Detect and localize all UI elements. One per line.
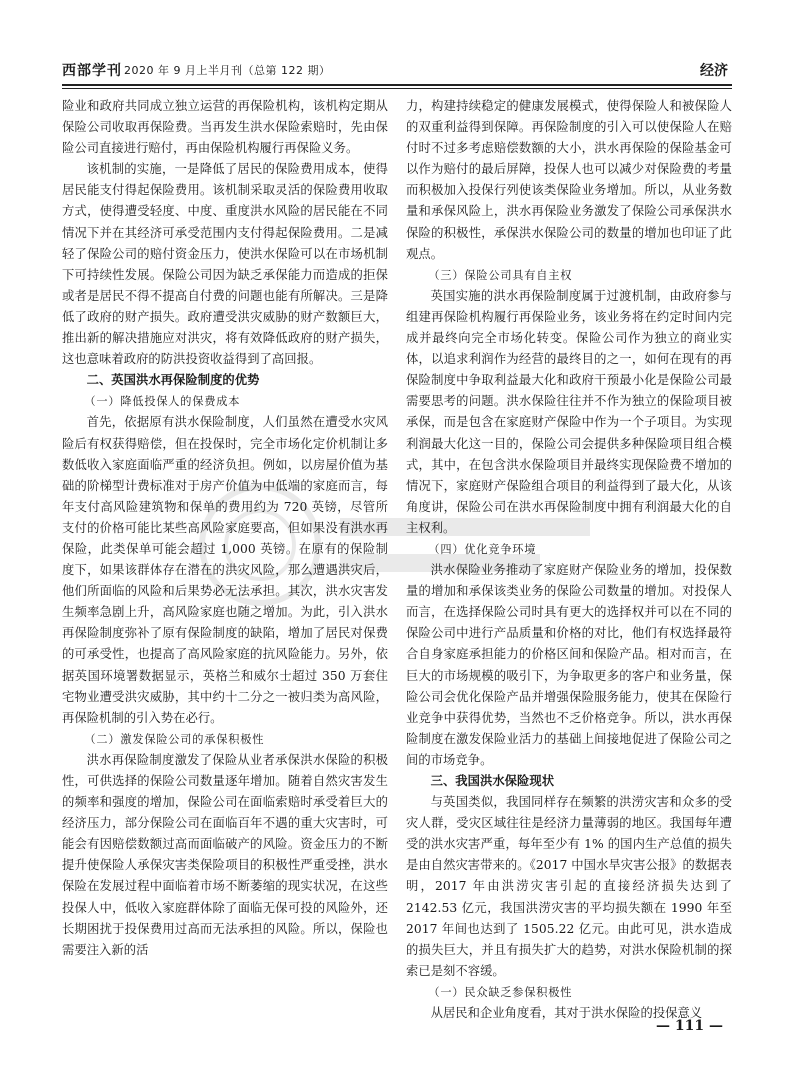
- header-rule-thin: [62, 88, 732, 89]
- section-label: 经济: [700, 63, 728, 79]
- running-header: [62, 58, 732, 82]
- paragraph: 洪水再保险制度激发了保险从业者承保洪水保险的积极性，可供选择的保险公司数量逐年增加。随着自然灾害发生的频率和强度的增加，保险公司在面临索赔时承受着巨大的经济压力，部分保险公司在面临百年不遇的重大灾害时，可能会有因赔偿数额过高而面临破产的风险。资金压力的不断提升使保险人承保灾害类保险项目的积极性严重受挫，洪水保险在发展过程中面临着市场不断萎缩的现实状况，在这些投保人中，低收入家庭群体除了面临无保可投的风险外，还长期困扰于投保费用过高而无法承担的风险。所以，保险也需要注入新的活: [62, 752, 388, 957]
- journal-name: 西部学刊: [62, 63, 122, 79]
- subsection-heading: （四）优化竞争环境: [428, 542, 537, 556]
- right-column: [406, 96, 732, 1024]
- paragraph: 首先，依据原有洪水保险制度，人们虽然在遭受水灾风险后有权获得赔偿，但在投保时，完全市场化定价机制让多数低收入家庭面临严重的经济负担。例如，以房屋价值为基础的阶梯型计费标准对于房产价值为中低端的家庭而言，每年支付高风险建筑物和保单的费用约为 720 英镑，尽管所支付的价格可能比某些高风险家庭要高，但如果没有洪水再保险，此类保单可能会超过 1,000 英镑。在原有的保险制度下，如果该群体存在潜在的洪灾风险，那么遭遇洪灾后，他们所面临的风险和后果势必无法承担。其次，洪水灾害发生频率急剧上升，高风险家庭也随之增加。为此，引入洪水再保险制度弥补了原有保险制度的缺陷，增加了居民对保费的可承受性，也提高了高风险家庭的抗风险能力。另外，依据英国环境署数据显示，英格兰和威尔士超过 350 万套住宅物业遭受洪灾威胁，其中约十二分之一被归类为高风险，再保险机制的引入势在必行。: [62, 415, 388, 725]
- subsection-heading: （一）降低投保人的保费成本: [84, 395, 241, 409]
- paragraph: 英国实施的洪水再保险制度属于过渡机制，由政府参与组建再保险机构履行再保险业务，该业务将在约定时间内完成并最终向完全市场化转变。保险公司作为独立的商业实体，以追求利润作为经营的最终目的之一，如何在现有的再保险制度中争取利益最大化和政府干预最小化是保险公司最需要思考的问题。洪水保险往往并不作为独立的保险项目被承保，而是包含在家庭财产保险中作为一个子项目。为实现利润最大化这一目的，保险公司会提供多种保险项目组合模式，其中，在包含洪水保险项目并最终实现保险费不增加的情况下，家庭财产保险组合项目的利益得到了最大化，从该角度讲，保险公司在洪水再保险制度中拥有利润最大化的自主权利。: [406, 288, 732, 535]
- paragraph: 洪水保险业务推动了家庭财产保险业务的增加，投保数量的增加和承保该类业务的保险公司数量的增加。对投保人而言，在选择保险公司时具有更大的选择权并可以在不同的保险公司中进行产品质量和价格的对比，他们有权选择最符合自身家庭承担能力的价格区间和保险产品。相对而言，在巨大的市场规模的吸引下，为争取更多的客户和业务量，保险公司会优化保险产品并增强保险服务能力，使其在保险行业竞争中获得优势，当然也不乏价格竞争。所以，洪水再保险制度在激发保险业活力的基础上间接地促进了保险公司之间的市场竞争。: [406, 563, 732, 767]
- page-number: — 111 —: [656, 1018, 723, 1034]
- subsection-heading: （三）保险公司具有自主权: [428, 268, 573, 282]
- issue-info: 2020 年 9 月上半月刊（总第 122 期）: [124, 64, 331, 77]
- paragraph: 力，构建持续稳定的健康发展模式，使得保险人和被保险人的双重利益得到保障。再保险制度的引入可以使保险人在赔付时不过多考虑赔偿数额的大小，洪水再保险的保险基金可以作为赔付的最后屏障，投保人也可以减少对保险费的考量而积极加入投保行列使该类保险业务增加。所以，从业务数量和承保风险上，洪水再保险业务激发了保险公司承保洪水保险的积极性，承保洪水保险公司的数量的增加也印证了此观点。: [406, 99, 732, 261]
- paragraph: 从居民和企业角度看，其对于洪水保险的投保意义: [430, 1006, 703, 1021]
- paragraph: 该机制的实施，一是降低了居民的保险费用成本，使得居民能支付得起保险费用。该机制采取灵活的保险费用收取方式，使得遭受轻度、中度、重度洪水风险的居民能在不同情况下并在其经济可承受范围内支付得起保险费用。二是减轻了保险公司的赔付资金压力，使洪水保险可以在市场机制下可持续性发展。保险公司因为缺乏承保能力而造成的拒保或者是居民不得不提高自付费的问题也能有所解决。三是降低了政府的财产损失。政府遭受洪灾威胁的财产数额巨大，推出新的解决措施应对洪灾，将有效降低政府的财产损失，这也意味着政府的防洪投资收益得到了高回报。: [62, 162, 388, 367]
- section-heading: 二、英国洪水再保险制度的优势: [86, 373, 260, 388]
- left-column: [62, 96, 388, 961]
- section-heading: 三、我国洪水保险现状: [430, 774, 555, 788]
- header-rule-thick: [62, 84, 732, 86]
- subsection-heading: （二）激发保险公司的承保积极性: [84, 732, 265, 746]
- subsection-heading: （一）民众缺乏参保积极性: [428, 985, 573, 999]
- paragraph: 险业和政府共同成立独立运营的再保险机构，该机构定期从保险公司收取再保险费。当再发生洪水保险索赔时，先由保险公司直接进行赔付，再由保险机构履行再保险义务。: [62, 99, 388, 156]
- paragraph: 与英国类似，我国同样存在频繁的洪涝灾害和众多的受灾人群，受灾区域往往是经济力量薄弱的地区。我国每年遭受的洪水灾害严重，每年至少有 1% 的国内生产总值的损失是由自然灾害带来的。《2017 中国水旱灾害公报》的数据表明，2017 年由洪涝灾害引起的直接经济损失达到了 2142.53 亿元，我国洪涝灾害的平均损失额在 1990 年至 2017 年间也达到了 1505.22 亿元。由此可见，洪水造成的损失巨大，并且有损失扩大的趋势，对洪水保险机制的探索已是刻不容缓。: [406, 795, 732, 978]
